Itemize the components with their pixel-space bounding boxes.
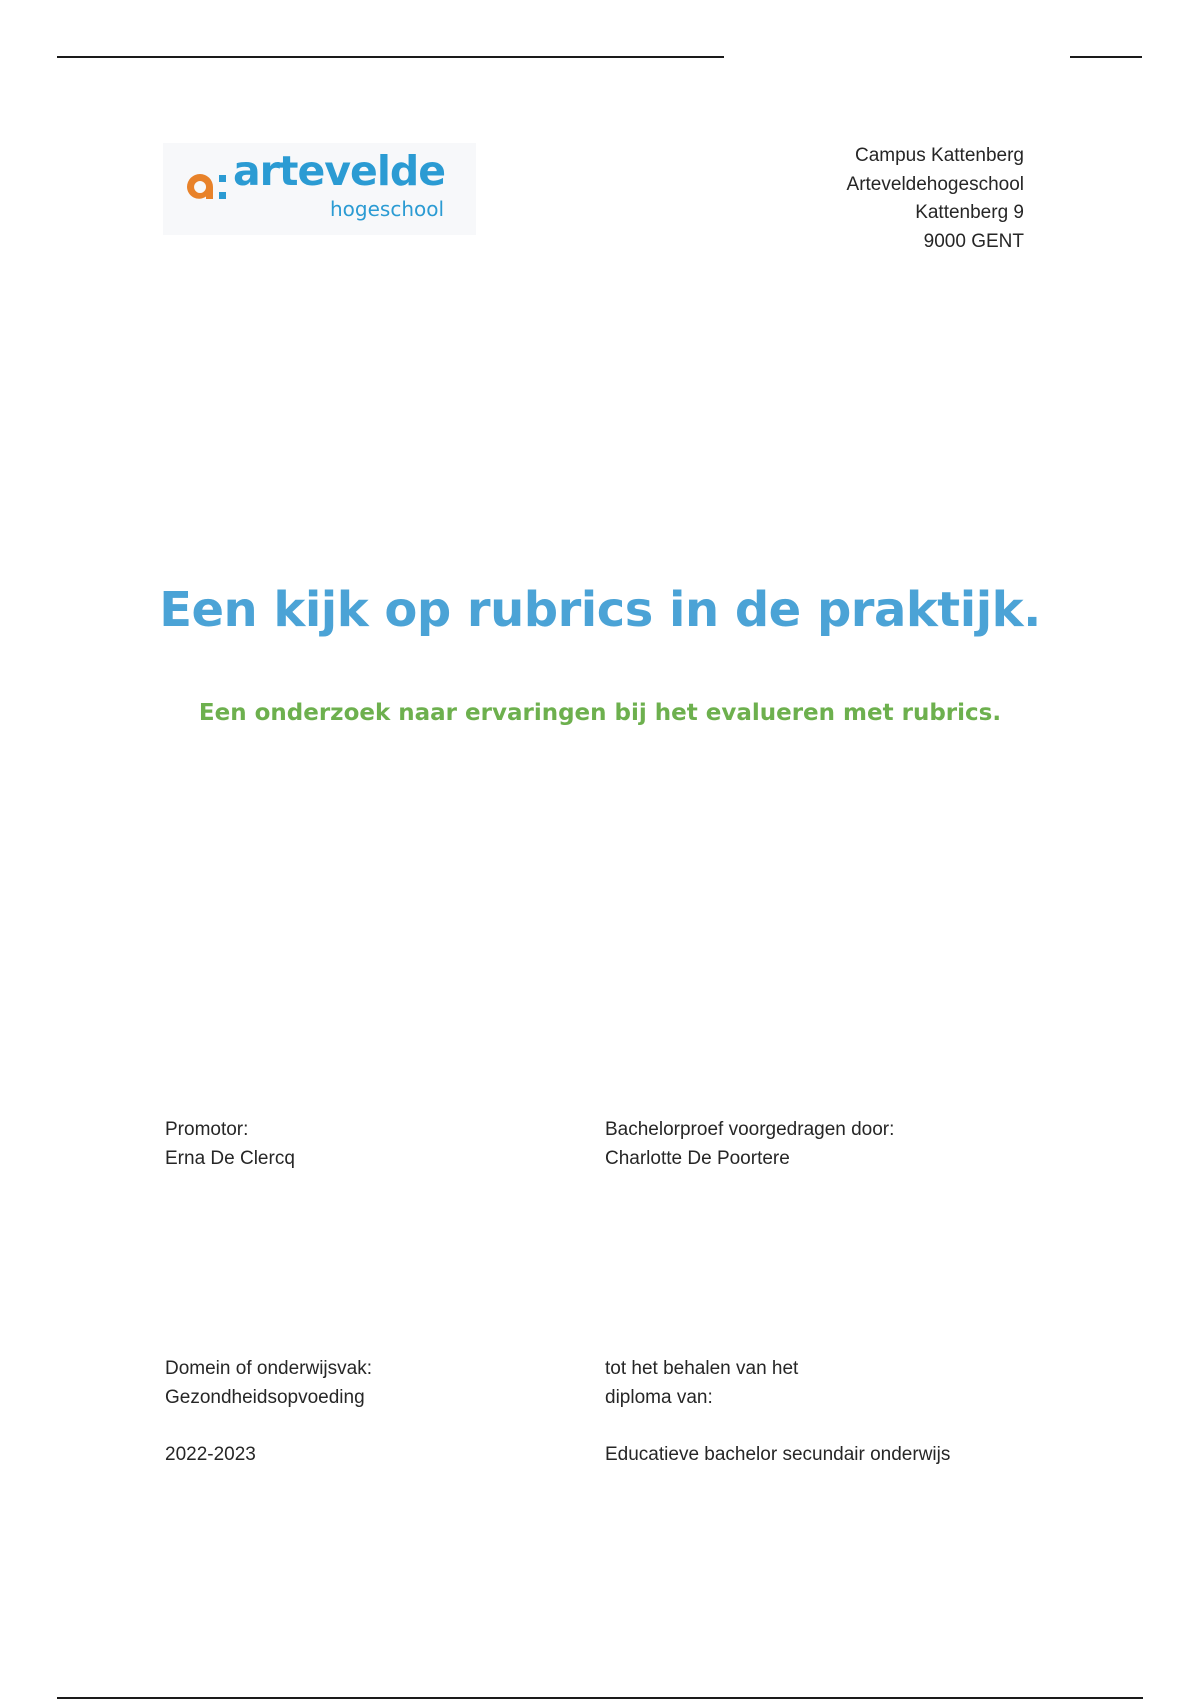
address-line: 9000 GENT [923,230,1024,252]
address-line: Campus Kattenberg [855,145,1024,166]
diploma-line: diploma van: [605,1386,713,1408]
academic-year: 2022-2023 [165,1444,256,1465]
diploma-block [605,1355,798,1412]
document-subtitle: Een onderzoek naar ervaringen bij het evalueren met rubrics. [198,700,1002,726]
logo-subtitle: hogeschool [330,197,445,221]
logo-mark-icon [183,165,231,205]
domain-value: Gezondheidsopvoeding [165,1386,365,1408]
domain-label: Domein of onderwijsvak: [165,1358,372,1379]
promotor-block [165,1116,295,1173]
document-title: Een kijk op rubrics in de praktijk. [159,582,1041,638]
diploma-line: tot het behalen van het [605,1358,799,1379]
address-line: Kattenberg 9 [915,202,1024,223]
top-rule-left [57,56,724,58]
author-label: Bachelorproef voorgedragen door: [605,1119,895,1140]
bottom-rule [57,1697,1143,1699]
domain-block [165,1355,372,1412]
author-name: Charlotte De Poortere [605,1147,790,1169]
promotor-label: Promotor: [165,1119,249,1140]
program-name: Educatieve bachelor secundair onderwijs [605,1444,951,1465]
address-line: Arteveldehogeschool [846,173,1024,195]
author-block [605,1116,894,1173]
artevelde-logo [163,143,476,235]
promotor-name: Erna De Clercq [165,1147,295,1169]
top-rule-right [1070,56,1142,58]
campus-address [847,142,1024,256]
logo-wordmark: artevelde [233,147,446,195]
